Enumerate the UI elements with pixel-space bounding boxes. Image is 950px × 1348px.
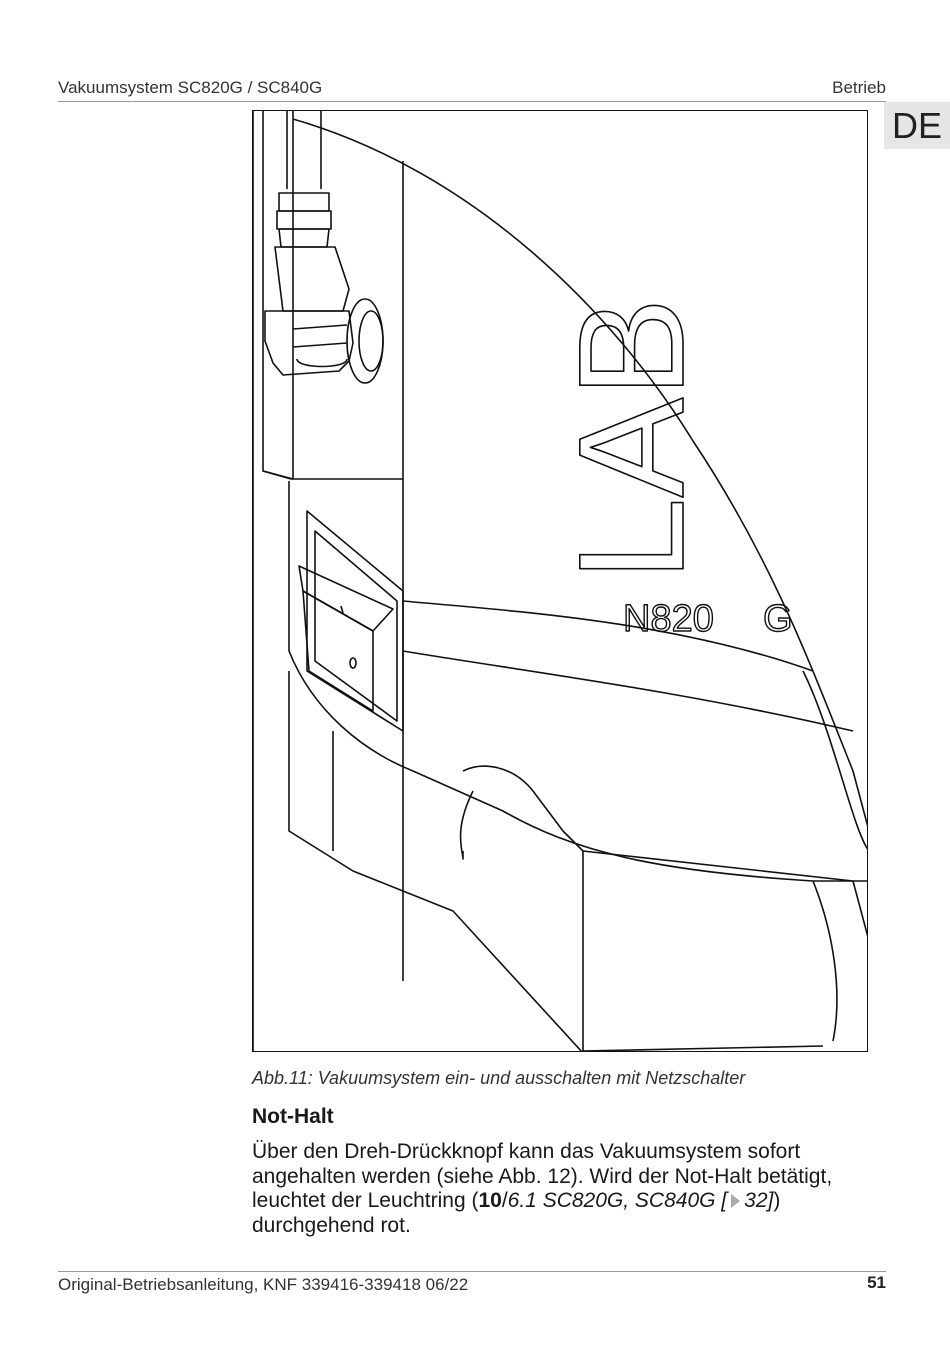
page-cross-ref[interactable]: 32] [744, 1189, 774, 1212]
header-rule [58, 101, 886, 102]
device-brand-text: LAB [547, 297, 715, 581]
section-paragraph [252, 1140, 872, 1238]
paragraph-text: Über den Dreh-Drückknopf kann das Vakuumsystem sofort angehalten werden (siehe Abb. 12). Wird der Not-Halt betätigt, leuchtet der Leuchtring ( [252, 1140, 833, 1212]
page-number: 51 [867, 1273, 886, 1292]
section-cross-ref[interactable]: 6.1 SC820G, SC840G [ [507, 1189, 728, 1212]
language-tab: DE [884, 102, 950, 149]
running-header-title: Vakuumsystem SC820G / SC840G [58, 78, 323, 97]
page-ref-arrow-icon [731, 1194, 740, 1208]
section-heading: Not-Halt [252, 1105, 334, 1128]
device-suffix-text: G [763, 598, 793, 640]
paragraph-text-end: ) durchgehend rot. [252, 1189, 781, 1237]
device-model-text: N820 [623, 598, 714, 640]
figure-caption: Abb.11: Vakuumsystem ein- und ausschalten mit Netzschalter [252, 1068, 746, 1088]
footer-doc-info: Original-Betriebsanleitung, KNF 339416-339418 06/22 [58, 1275, 469, 1294]
left-edge-line [263, 111, 293, 479]
figure-device-illustration [252, 110, 868, 1052]
rocker-switch-icon [299, 566, 393, 631]
footer-rule [58, 1271, 886, 1272]
connector-icon [275, 247, 349, 311]
ref-separator: / [501, 1189, 508, 1212]
running-header-section: Betrieb [832, 78, 886, 97]
item-number-ref: 10 [478, 1189, 502, 1212]
